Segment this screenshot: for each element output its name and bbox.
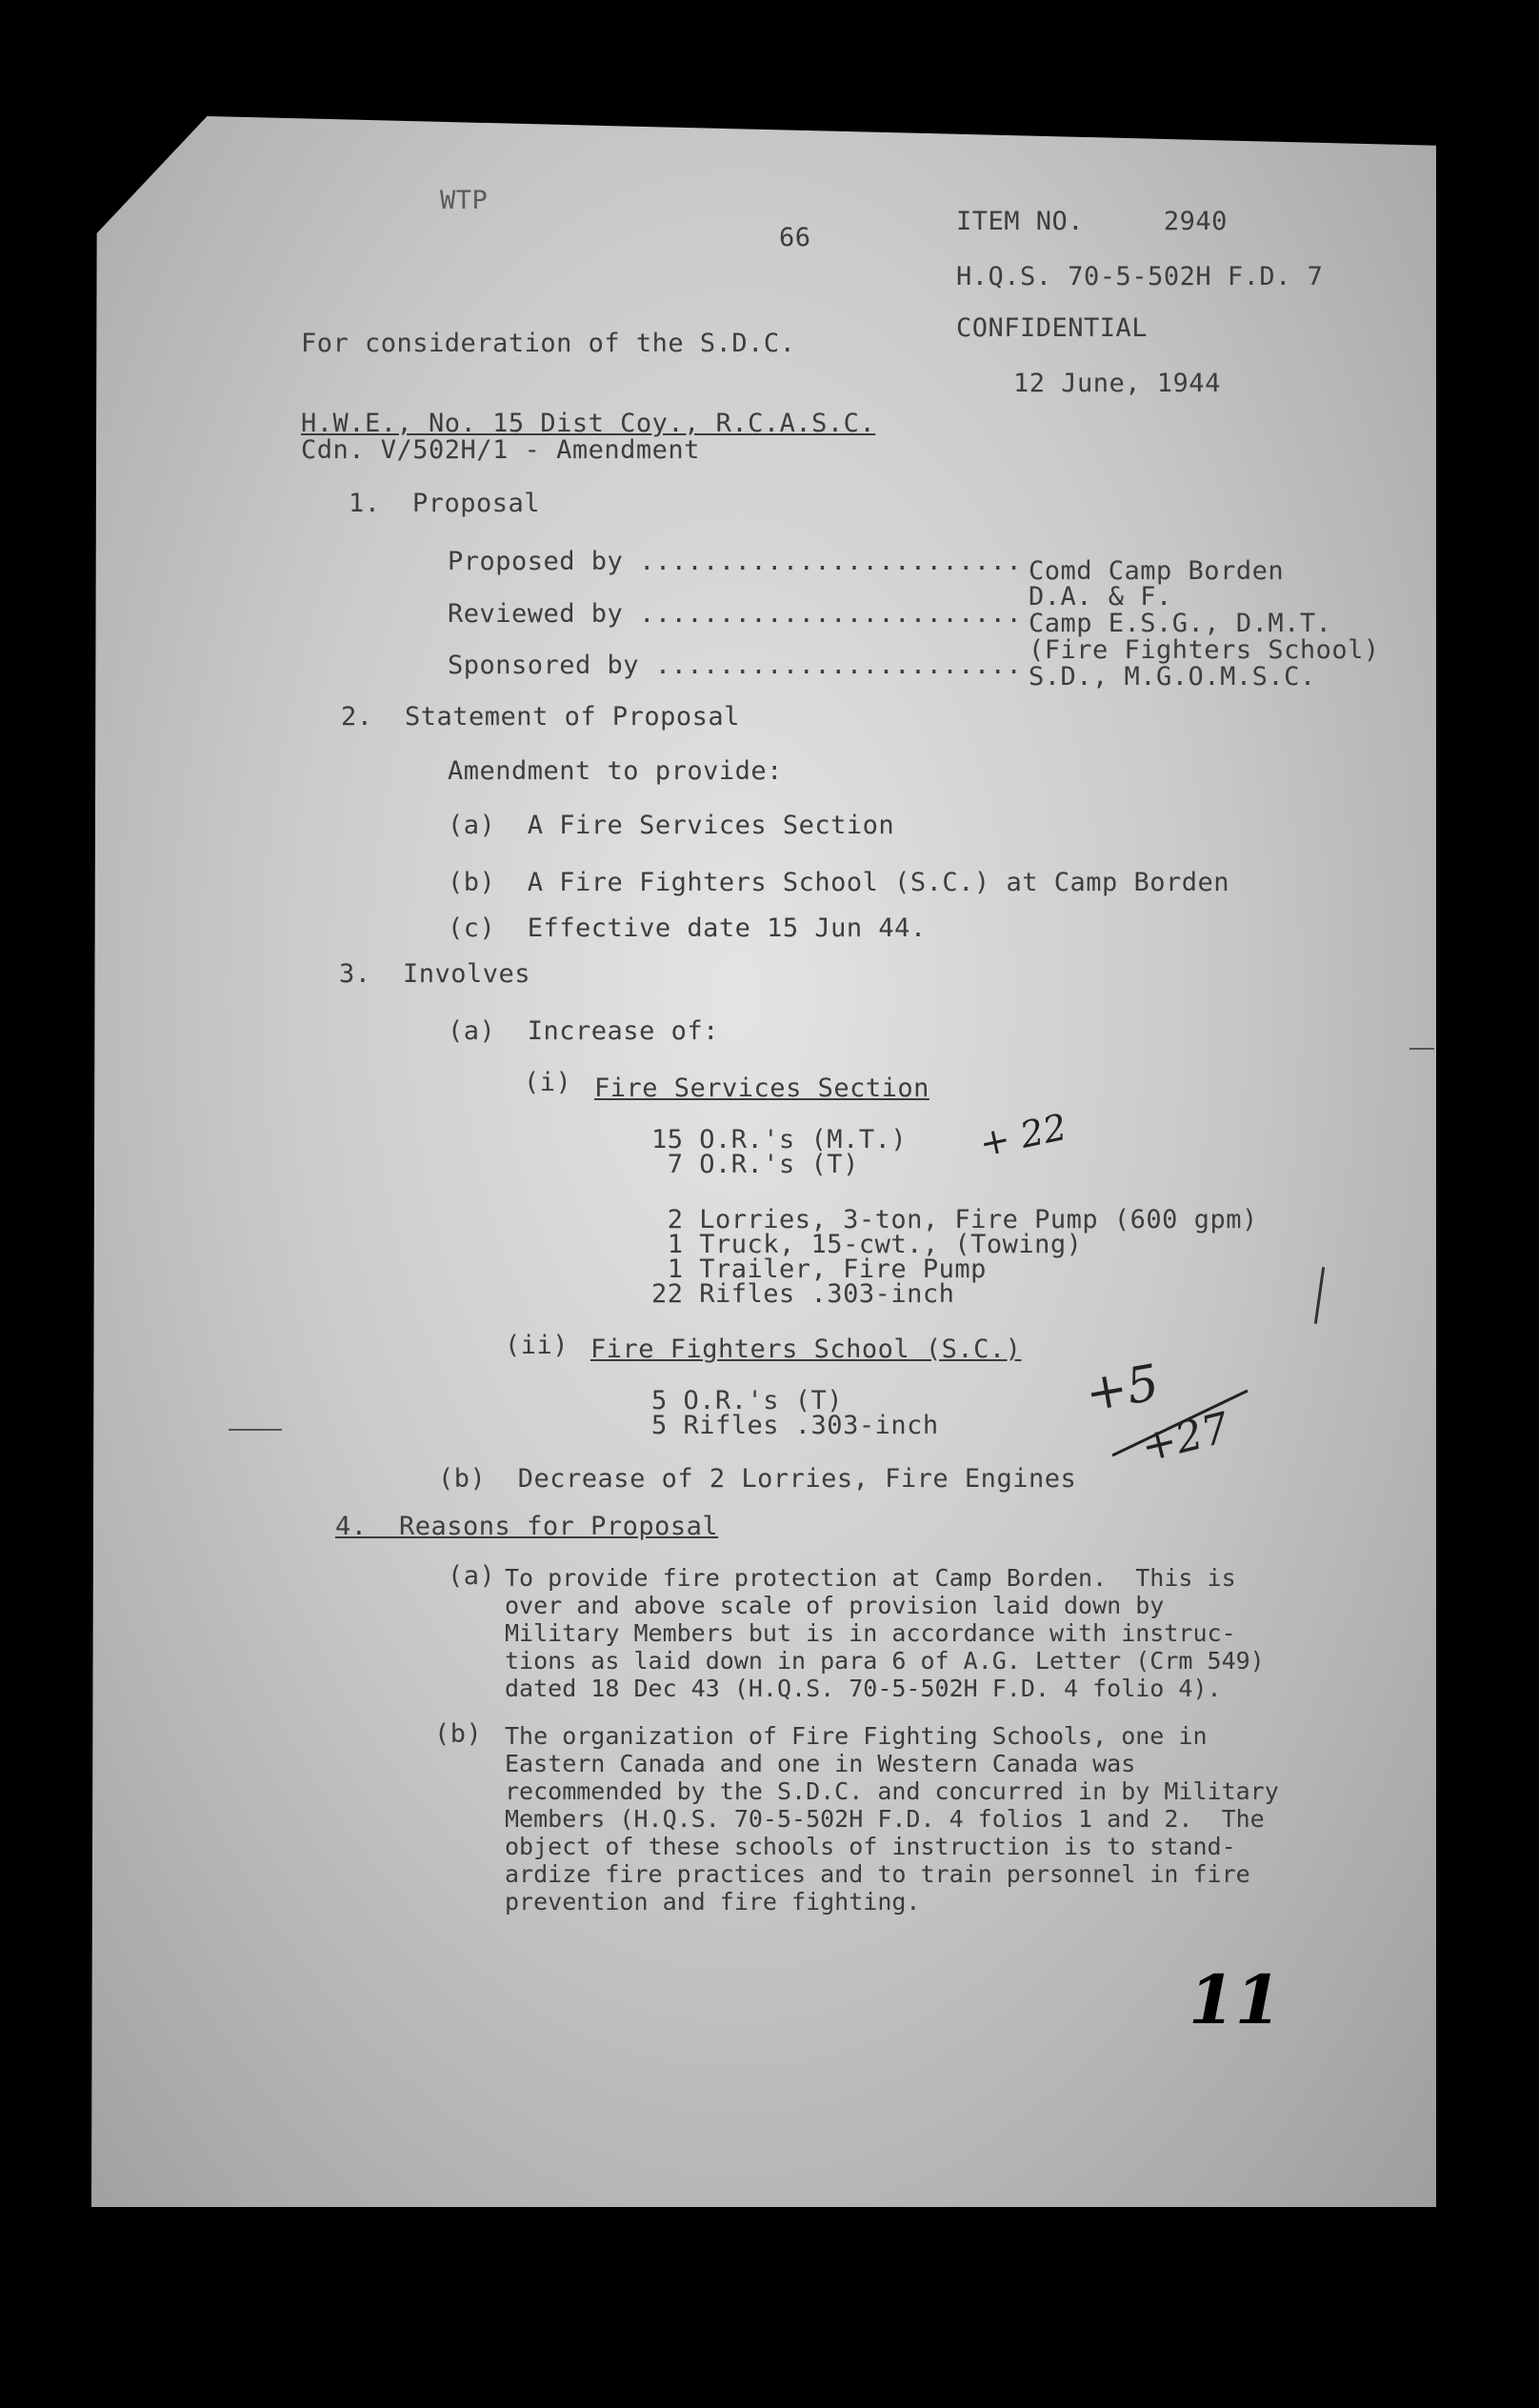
section-3-ii-heading: Fire Fighters School (S.C.) xyxy=(590,1334,1022,1364)
reviewed-by-value-2: (Fire Fighters School) xyxy=(1029,635,1380,665)
section-3-i-heading: Fire Services Section xyxy=(594,1074,929,1103)
page-number: 66 xyxy=(779,223,811,252)
subject-line: H.W.E., No. 15 Dist Coy., R.C.A.S.C. xyxy=(301,409,876,438)
proposed-by-value: Comd Camp Borden xyxy=(1029,556,1285,586)
section-2-heading: 2. Statement of Proposal xyxy=(341,702,740,732)
section-3-ii-item-1: 5 Rifles .303-inch xyxy=(651,1411,939,1440)
section-2-item-a: (a) A Fire Services Section xyxy=(448,811,895,840)
section-3-i-item-6: 22 Rifles .303-inch xyxy=(651,1279,955,1309)
section-2-item-b: (b) A Fire Fighters School (S.C.) at Camp Borden xyxy=(448,868,1230,897)
section-3-i-item-0: 15 O.R.'s (M.T.) xyxy=(651,1125,908,1154)
section-3-heading: 3. Involves xyxy=(339,959,531,989)
section-3-i-item-1: 7 O.R.'s (T) xyxy=(651,1150,859,1179)
handwritten-note-plus-22: + 22 xyxy=(975,1105,1070,1166)
proposed-by-label: Proposed by ........................ xyxy=(448,547,1023,576)
reviewed-by-value: Camp E.S.G., D.M.T. xyxy=(1029,609,1332,638)
section-4-heading: 4. Reasons for Proposal xyxy=(335,1512,719,1541)
handwritten-note-plus-27: +27 xyxy=(1136,1403,1234,1473)
section-3-i-label: (i) xyxy=(524,1068,572,1097)
classification: CONFIDENTIAL xyxy=(956,313,1149,343)
reviewed-by-label: Reviewed by ........................ xyxy=(448,599,1023,629)
section-3-item-b: (b) Decrease of 2 Lorries, Fire Engines xyxy=(438,1464,1077,1494)
margin-dash xyxy=(1409,1048,1434,1050)
section-1-heading: 1. Proposal xyxy=(349,489,541,518)
proposed-by-value-2: D.A. & F. xyxy=(1029,582,1172,612)
sponsored-by-value: S.D., M.G.O.M.S.C. xyxy=(1029,662,1316,692)
subject-reference: Cdn. V/502H/1 - Amendment xyxy=(301,435,700,465)
section-3-i-item-5: 1 Trailer, Fire Pump xyxy=(651,1254,987,1284)
margin-dash xyxy=(229,1429,282,1431)
section-3-ii-label: (ii) xyxy=(505,1331,570,1360)
sponsored-by-label: Sponsored by ....................... xyxy=(448,651,1023,680)
initials: WTP xyxy=(440,186,489,215)
section-2-item-c: (c) Effective date 15 Jun 44. xyxy=(448,913,927,943)
section-4-b-text: The organization of Fire Fighting Schools, one in Eastern Canada and one in Western Canada was recommended by the S.D.C. and concurred in by Military Members (H.Q.S. 70-5-502H F.D. 4 folios 1 and 2. The object of these schools of instruction is to stand- ardize fire practices and to train personnel in fire prevention and fire fighting. xyxy=(505,1722,1279,1916)
section-3-i-item-4: 1 Truck, 15-cwt., (Towing) xyxy=(651,1230,1083,1259)
section-4-a-label: (a) xyxy=(448,1561,496,1591)
section-3-i-item-3: 2 Lorries, 3-ton, Fire Pump (600 gpm) xyxy=(651,1205,1258,1234)
handwritten-note-plus-5: +5 xyxy=(1081,1354,1164,1424)
handwritten-folio-number: 11 xyxy=(1189,1960,1282,2039)
item-number: ITEM NO. 2940 xyxy=(956,207,1228,236)
section-3-ii-item-0: 5 O.R.'s (T) xyxy=(651,1386,844,1415)
for-consideration: For consideration of the S.D.C. xyxy=(301,329,796,358)
file-reference: H.Q.S. 70-5-502H F.D. 7 xyxy=(956,262,1324,291)
document-date: 12 June, 1944 xyxy=(1013,369,1221,398)
section-4-a-text: To provide fire protection at Camp Borden. This is over and above scale of provision laid down by Military Members but is in accordance with instruc- tions as laid down in para 6 of A.G. Letter (Crm 549) dated 18 Dec 43 (H.Q.S. 70-5-502H F.D. 4 folio 4). xyxy=(505,1564,1265,1702)
section-4-b-label: (b) xyxy=(434,1719,483,1749)
section-2-intro: Amendment to provide: xyxy=(448,756,783,786)
section-3-item-a: (a) Increase of: xyxy=(448,1016,719,1046)
